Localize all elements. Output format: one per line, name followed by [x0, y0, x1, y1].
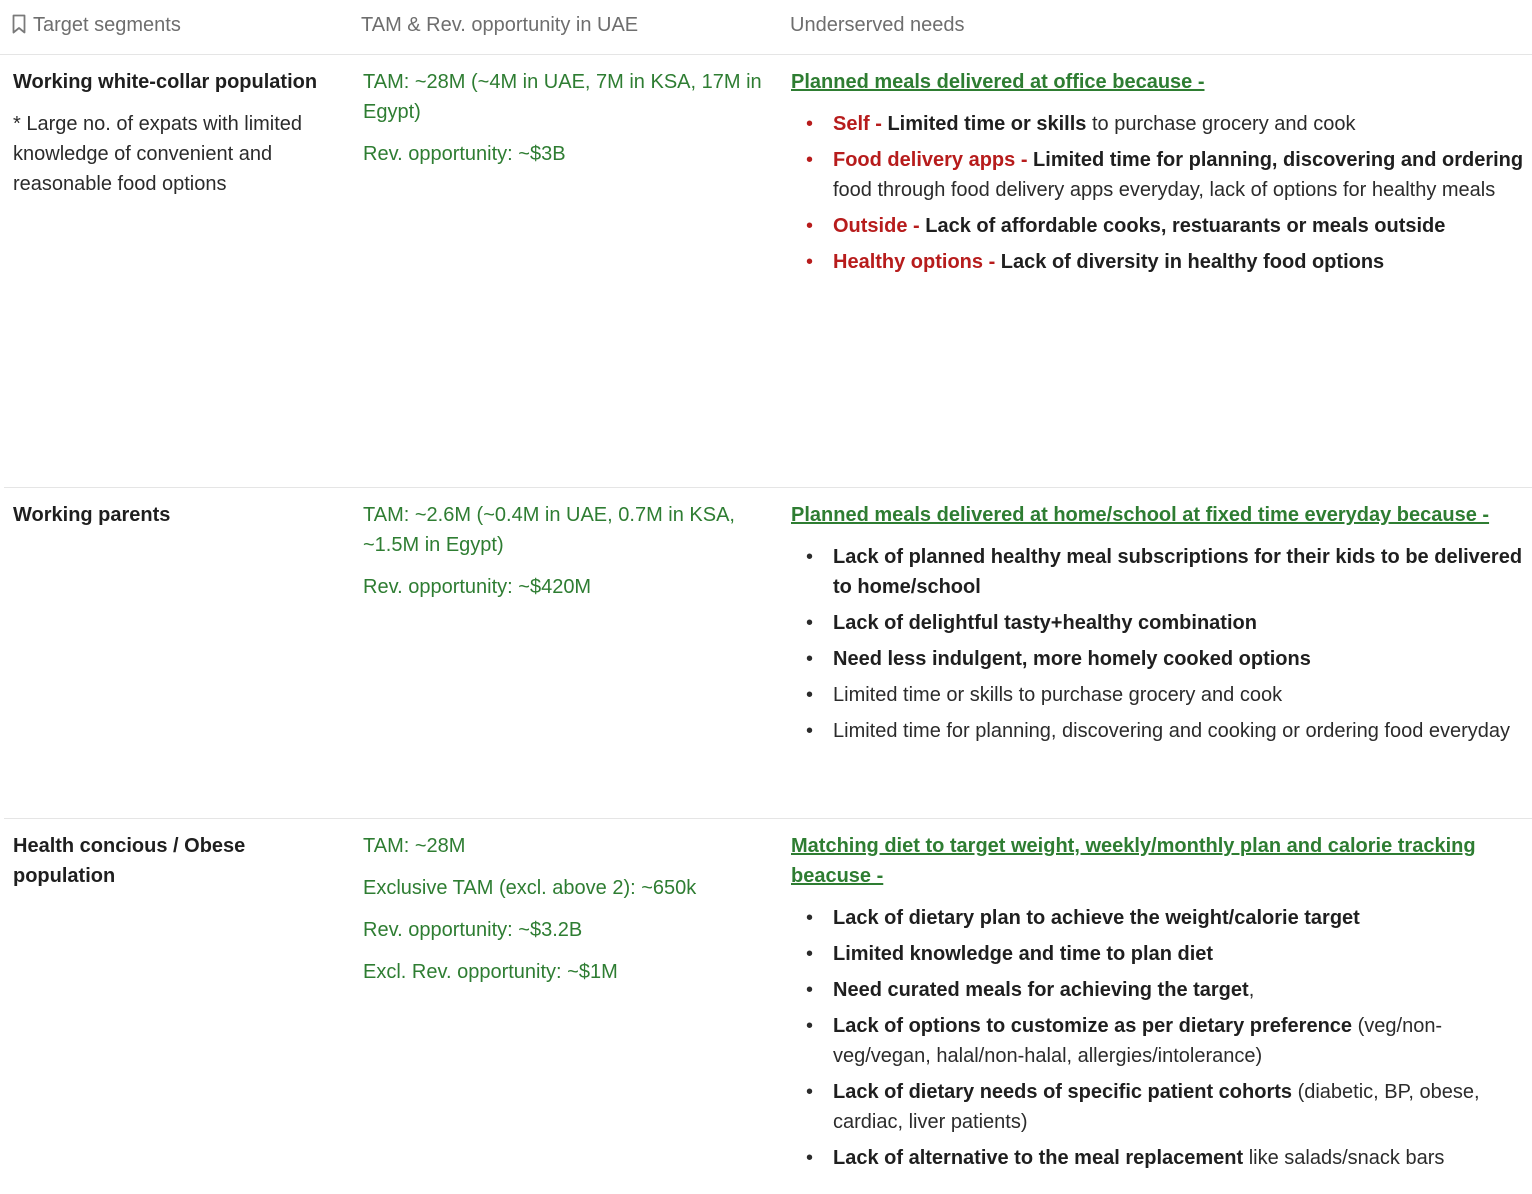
need-bold: Need curated meals for achieving the target — [833, 979, 1249, 1001]
need-title-link[interactable]: Matching diet to target weight, weekly/monthly plan and calorie tracking beacuse - — [791, 835, 1476, 887]
needs-list — [791, 109, 1531, 277]
need-bold: Limited time or skills — [887, 113, 1087, 135]
rev-metric: Rev. opportunity: ~$420M — [363, 576, 592, 598]
list-item — [791, 939, 1531, 969]
need-bold: Lack of diversity in healthy food options — [1000, 251, 1385, 273]
table-row[interactable] — [4, 819, 1532, 1194]
need-bold: Lack of alternative to the meal replacement — [833, 1147, 1244, 1169]
column-header-needs[interactable]: Underserved needs — [790, 14, 965, 36]
table-row[interactable] — [4, 488, 1532, 819]
exclusive-tam-metric: Exclusive TAM (excl. above 2): ~650k — [363, 877, 697, 899]
table-header — [0, 0, 1532, 55]
need-text: (diabetic, BP, obese, cardiac, liver patients) — [833, 1081, 1480, 1133]
need-text: (veg/non-veg/vegan, halal/non-halal, allergies/intolerance) — [833, 1015, 1443, 1067]
need-text: , — [1248, 979, 1255, 1001]
segment-note: * Large no. of expats with limited knowledge of convenient and reasonable food options — [13, 113, 303, 195]
need-text: like salads/snack bars — [1243, 1147, 1445, 1169]
tam-metric: TAM: ~28M (~4M in UAE, 7M in KSA, 17M in Egypt) — [363, 71, 762, 123]
need-label: Healthy options - — [833, 251, 1001, 273]
list-item — [791, 903, 1531, 933]
column-header-label: Target segments — [33, 14, 181, 36]
excl-rev-metric: Excl. Rev. opportunity: ~$1M — [363, 961, 618, 983]
list-item — [791, 716, 1531, 746]
segment-cell — [13, 500, 345, 530]
list-item — [791, 247, 1531, 277]
need-bold: Lack of affordable cooks, restuarants or meals outside — [925, 215, 1446, 237]
list-item — [791, 975, 1531, 1005]
tam-cell — [363, 67, 775, 181]
segment-title: Working white-collar population — [13, 71, 318, 93]
need-bold: Lack of dietary needs of specific patient cohorts — [833, 1081, 1293, 1103]
need-text: to purchase grocery and cook — [1086, 113, 1356, 135]
list-item — [791, 211, 1531, 241]
tam-metric: TAM: ~2.6M (~0.4M in UAE, 0.7M in KSA, ~1.5M in Egypt) — [363, 504, 735, 556]
need-text: food through food delivery apps everyday, lack of options for healthy meals — [833, 179, 1496, 201]
segment-cell — [13, 67, 345, 199]
tam-cell — [363, 831, 775, 999]
rev-metric: Rev. opportunity: ~$3B — [363, 143, 566, 165]
need-bold: Limited time for planning, discovering and ordering — [1033, 149, 1524, 171]
needs-cell — [791, 831, 1531, 1179]
bookmark-icon — [12, 14, 26, 34]
table-row[interactable] — [4, 55, 1532, 488]
list-item — [791, 145, 1531, 205]
need-label: Outside - — [833, 215, 926, 237]
needs-cell — [791, 67, 1531, 283]
list-item — [791, 1011, 1531, 1071]
need-bold: Lack of delightful tasty+healthy combination — [833, 612, 1257, 634]
segment-title: Health concious / Obese population — [13, 835, 246, 887]
needs-cell — [791, 500, 1531, 752]
list-item — [791, 1143, 1531, 1173]
list-item — [791, 1077, 1531, 1137]
need-bold: Need less indulgent, more homely cooked options — [833, 648, 1311, 670]
tam-metric: TAM: ~28M — [363, 835, 466, 857]
list-item — [791, 608, 1531, 638]
need-title-link[interactable]: Planned meals delivered at home/school at fixed time everyday because - — [791, 504, 1490, 526]
need-bold: Lack of dietary plan to achieve the weight/calorie target — [833, 907, 1360, 929]
segment-cell — [13, 831, 345, 891]
column-header-tam[interactable]: TAM & Rev. opportunity in UAE — [361, 14, 639, 36]
list-item — [791, 542, 1531, 602]
rev-metric: Rev. opportunity: ~$3.2B — [363, 919, 583, 941]
list-item — [791, 644, 1531, 674]
needs-list — [791, 903, 1531, 1173]
need-title-link[interactable]: Planned meals delivered at office because - — [791, 71, 1205, 93]
need-text: Limited time for planning, discovering and cooking or ordering food everyday — [833, 720, 1511, 742]
tam-cell — [363, 500, 775, 614]
segment-title: Working parents — [13, 504, 171, 526]
needs-list — [791, 542, 1531, 746]
list-item — [791, 680, 1531, 710]
need-bold: Limited knowledge and time to plan diet — [833, 943, 1214, 965]
need-bold: Lack of planned healthy meal subscriptions for their kids to be delivered to home/school — [833, 546, 1523, 598]
need-label: Self - — [833, 113, 888, 135]
need-label: Food delivery apps - — [833, 149, 1034, 171]
column-header-segments[interactable] — [12, 14, 181, 37]
need-text: Limited time or skills to purchase grocery and cook — [833, 684, 1283, 706]
need-bold: Lack of options to customize as per dietary preference — [833, 1015, 1353, 1037]
list-item — [791, 109, 1531, 139]
